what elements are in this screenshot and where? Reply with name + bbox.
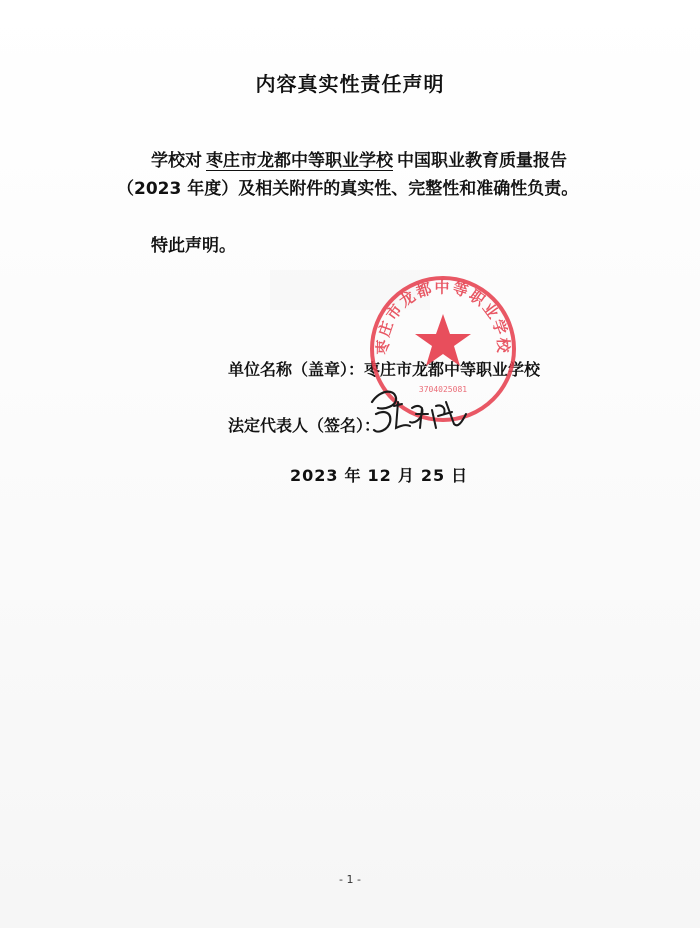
closing-statement: 特此声明。 [151,236,236,256]
statement-prefix: 学校对 [151,151,202,171]
date-row [290,463,474,486]
page-number: - 1 - [339,873,361,886]
school-name-underlined: 枣庄市龙都中等职业学校 [206,151,393,171]
seal-star-icon [415,314,471,366]
date-month-unit: 月 [397,466,415,485]
unit-name-value: 枣庄市龙都中等职业学校 [364,360,541,379]
document-title: 内容真实性责任声明 [255,72,445,96]
representative-label: 法定代表人（签名）： [228,416,381,435]
seal-code: 3704025081 [418,385,468,394]
statement-paragraph [117,147,587,203]
date-day: 25 [420,466,446,485]
unit-name-label: 单位名称（盖章）： [228,360,365,379]
seal-text: 枣庄市龙都中等职业学校 [373,278,513,355]
date-year: 2023 [290,466,339,485]
handwritten-signature [366,384,476,444]
date-day-unit: 日 [451,466,469,485]
date-month: 12 [367,466,392,485]
date-year-unit: 年 [344,466,362,485]
representative-row [228,413,380,436]
statement-suffix: 中国职业教育质量报告（2023 年度）及相关附件的真实性、完整性和准确性负责。 [117,151,579,199]
